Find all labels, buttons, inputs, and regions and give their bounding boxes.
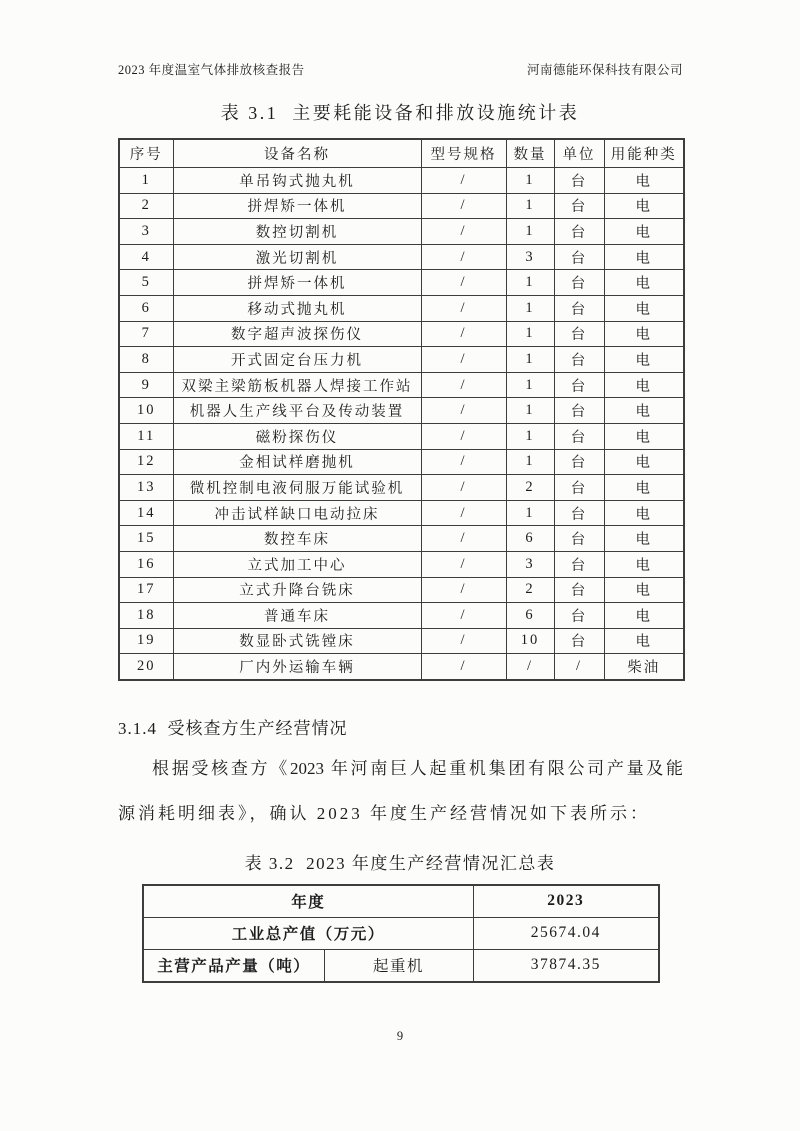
table-cell: 柴油 [604,654,684,680]
table-row [119,654,684,680]
table-cell: 数控切割机 [173,219,421,245]
table-cell: / [421,321,506,347]
table-row [143,917,659,949]
table-cell: / [421,603,506,629]
paragraph-line: 根据受核查方《2023 年河南巨人起重机集团有限公司产量及能 [152,758,683,778]
table-cell: 4 [119,244,173,270]
body-paragraph [118,746,683,836]
table32-caption: 表 3.2 2023 年度生产经营情况汇总表 [244,853,556,873]
table-row [119,347,684,373]
table-cell: 1 [506,321,554,347]
table-cell: 2 [119,193,173,219]
table-cell: 台 [554,577,604,603]
product-name-cell: 起重机 [324,949,473,982]
table-cell: 电 [604,219,684,245]
table-cell: 3 [119,219,173,245]
table-cell: / [421,423,506,449]
table-cell: 双梁主梁筋板机器人焊接工作站 [173,372,421,398]
table-cell: 电 [604,372,684,398]
table-cell: 数字超声波探伤仪 [173,321,421,347]
table-cell: 电 [604,244,684,270]
table-cell: 开式固定台压力机 [173,347,421,373]
table-cell: 立式升降台铣床 [173,577,421,603]
table-row [119,244,684,270]
table-cell: 台 [554,475,604,501]
table-row [119,551,684,577]
year-label-cell: 年度 [143,885,473,918]
table31-body [119,168,684,680]
table-row [119,398,684,424]
table-row [119,219,684,245]
table-cell: / [421,500,506,526]
page-header [0,0,800,78]
column-header-energy-type: 用能种类 [604,139,684,168]
table-cell: 移动式抛丸机 [173,295,421,321]
section-heading: 3.1.4 受核查方生产经营情况 [118,718,348,738]
table-cell: 1 [506,219,554,245]
table-cell: 电 [604,193,684,219]
table-cell: 电 [604,603,684,629]
table-cell: 磁粉探伤仪 [173,423,421,449]
table-row [119,270,684,296]
table-cell: 台 [554,193,604,219]
output-label-cell: 工业总产值（万元） [143,917,473,949]
table-row [119,372,684,398]
paragraph-line: 源消耗明细表》，确认 2023 年度生产经营情况如下表所示： [118,803,650,823]
table-cell: 台 [554,628,604,654]
table-cell: 电 [604,475,684,501]
table-cell: 5 [119,270,173,296]
table-cell: 机器人生产线平台及传动装置 [173,398,421,424]
table-cell: / [506,654,554,680]
table-cell: 20 [119,654,173,680]
table-cell: / [421,270,506,296]
output-value-cell: 25674.04 [473,917,659,949]
header-report-title: 2023 年度温室气体排放核查报告 [118,63,305,77]
table-row [119,475,684,501]
product-value-cell: 37874.35 [473,949,659,982]
table-row [119,295,684,321]
table-cell: 冲击试样缺口电动拉床 [173,500,421,526]
table-cell: 电 [604,500,684,526]
table-cell: 金相试样磨抛机 [173,449,421,475]
table-cell: 11 [119,423,173,449]
column-header-quantity: 数量 [506,139,554,168]
table-cell: 微机控制电液伺服万能试验机 [173,475,421,501]
table-cell: 1 [506,168,554,194]
table-cell: 数控车床 [173,526,421,552]
table-cell: 拼焊矫一体机 [173,193,421,219]
table-cell: 拼焊矫一体机 [173,270,421,296]
table-cell: 台 [554,244,604,270]
table-cell: 电 [604,526,684,552]
table-cell: 台 [554,449,604,475]
table-row [119,628,684,654]
table-cell: 台 [554,219,604,245]
table-cell: / [421,449,506,475]
table-cell: 电 [604,398,684,424]
table-cell: 激光切割机 [173,244,421,270]
table-cell: 台 [554,372,604,398]
year-value-cell: 2023 [473,885,659,918]
table-cell: / [421,244,506,270]
table-cell: 10 [506,628,554,654]
table-cell: / [421,372,506,398]
table-cell: / [421,193,506,219]
table-cell: 1 [506,449,554,475]
table-cell: / [421,577,506,603]
table-cell: / [421,347,506,373]
table-cell: / [421,475,506,501]
table-cell: 电 [604,449,684,475]
table31-header-row [119,139,684,168]
table-cell: 台 [554,423,604,449]
table-cell: / [421,168,506,194]
table-cell: 8 [119,347,173,373]
table-cell: 1 [506,347,554,373]
table-cell: 立式加工中心 [173,551,421,577]
table-cell: 15 [119,526,173,552]
table-row [119,321,684,347]
column-header-model: 型号规格 [421,139,506,168]
table-cell: 6 [119,295,173,321]
table-cell: 12 [119,449,173,475]
product-label-cell: 主营产品产量（吨） [143,949,324,982]
table-cell: 台 [554,526,604,552]
table-cell: 电 [604,295,684,321]
table-cell: 1 [506,423,554,449]
table-cell: 1 [506,193,554,219]
table-cell: 1 [506,398,554,424]
column-header-unit: 单位 [554,139,604,168]
table-cell: 电 [604,423,684,449]
table-cell: 台 [554,321,604,347]
page-number: 9 [396,1028,404,1043]
table-row [143,949,659,982]
table-cell: / [421,219,506,245]
table-cell: 台 [554,295,604,321]
table-cell: 6 [506,526,554,552]
table-cell: 台 [554,603,604,629]
table-cell: 3 [506,244,554,270]
table-cell: 1 [506,372,554,398]
table-row [119,603,684,629]
table-cell: 电 [604,551,684,577]
table-cell: 台 [554,270,604,296]
table-cell: / [421,551,506,577]
table-cell: 单吊钩式抛丸机 [173,168,421,194]
table-cell: / [421,654,506,680]
table-row [119,577,684,603]
table-cell: 台 [554,551,604,577]
column-header-index: 序号 [119,139,173,168]
table-cell: 1 [506,270,554,296]
table-cell: 13 [119,475,173,501]
table-cell: 台 [554,347,604,373]
table-cell: 台 [554,168,604,194]
table-row [119,193,684,219]
table-cell: 1 [119,168,173,194]
table-cell: 1 [506,295,554,321]
table-row [119,449,684,475]
table-cell: 10 [119,398,173,424]
table-cell: 厂内外运输车辆 [173,654,421,680]
table-cell: 2 [506,577,554,603]
table-cell: 电 [604,270,684,296]
header-company-name: 河南德能环保科技有限公司 [526,63,683,77]
table-cell: 18 [119,603,173,629]
table-row [119,526,684,552]
table-cell: 台 [554,398,604,424]
table-cell: 17 [119,577,173,603]
table-row [119,168,684,194]
table-cell: 9 [119,372,173,398]
table-cell: 电 [604,577,684,603]
table-cell: / [421,398,506,424]
table-cell: 14 [119,500,173,526]
table-cell: 7 [119,321,173,347]
table-row [119,423,684,449]
table31-equipment-table [118,138,685,681]
table-cell: 16 [119,551,173,577]
table-cell: 2 [506,475,554,501]
table31-caption: 表 3.1 主要耗能设备和排放设施统计表 [220,103,580,123]
table-row [119,500,684,526]
table-cell: 电 [604,168,684,194]
table-cell: 电 [604,321,684,347]
table-cell: 台 [554,500,604,526]
table-cell: / [421,295,506,321]
table-cell: 普通车床 [173,603,421,629]
table-cell: 电 [604,347,684,373]
table-cell: 电 [604,628,684,654]
table-cell: / [421,526,506,552]
column-header-device: 设备名称 [173,139,421,168]
table-cell: 3 [506,551,554,577]
table-cell: / [554,654,604,680]
table-cell: 6 [506,603,554,629]
table-cell: 19 [119,628,173,654]
table32-business-table [142,884,660,983]
table-cell: / [421,628,506,654]
table-cell: 1 [506,500,554,526]
table-row [143,885,659,918]
table-cell: 数显卧式铣镗床 [173,628,421,654]
